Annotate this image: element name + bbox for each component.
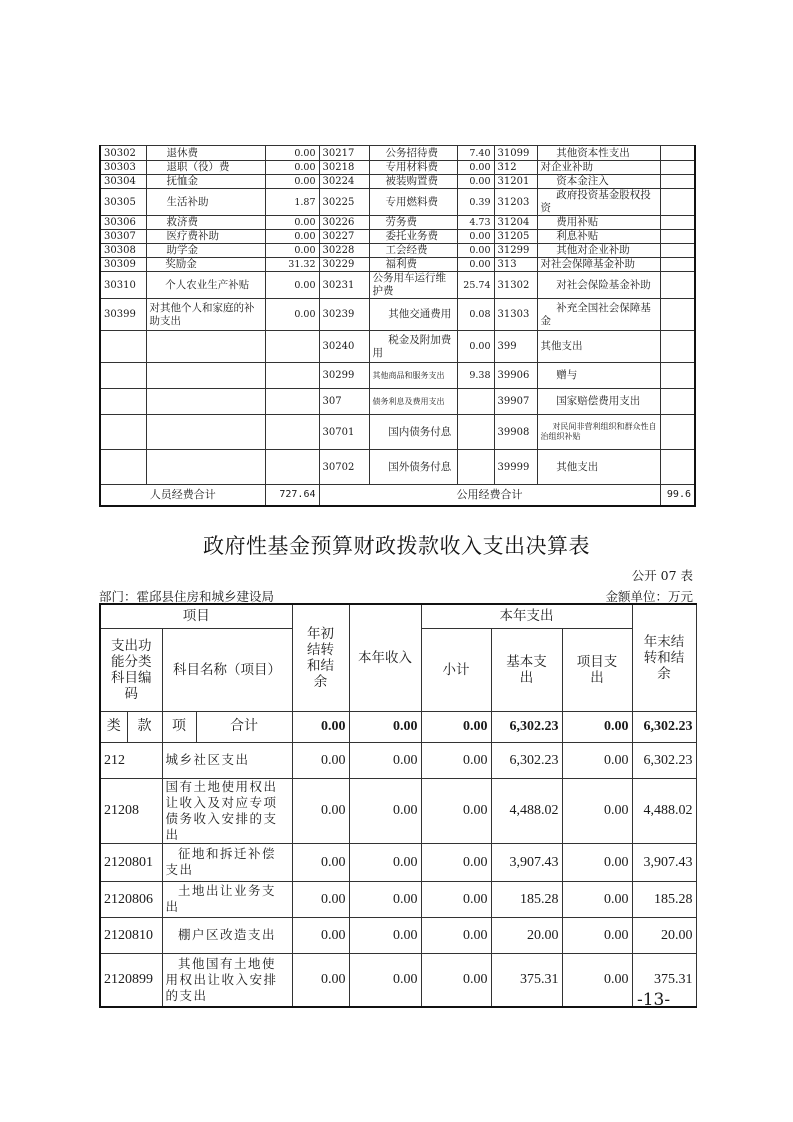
public-code: 30299 bbox=[319, 363, 369, 389]
personnel-name: 抚恤金 bbox=[146, 175, 265, 189]
table-row bbox=[100, 450, 695, 485]
row-subtotal: 0.00 bbox=[421, 742, 491, 778]
row-closing: 20.00 bbox=[632, 917, 696, 953]
public-code: 30229 bbox=[319, 258, 369, 272]
row-project: 0.00 bbox=[562, 778, 632, 843]
row-closing: 3,907.43 bbox=[632, 843, 696, 881]
capital-code: 39907 bbox=[494, 389, 537, 415]
capital-name: 资本金注入 bbox=[537, 175, 660, 189]
public-value: 0.00 bbox=[457, 161, 494, 175]
row-name: 棚户区改造支出 bbox=[162, 917, 292, 953]
capital-value bbox=[660, 299, 695, 331]
total-basic: 6,302.23 bbox=[491, 711, 562, 742]
row-code: 2120806 bbox=[100, 881, 162, 917]
total-project: 0.00 bbox=[562, 711, 632, 742]
public-name: 工会经费 bbox=[369, 244, 457, 258]
row-opening: 0.00 bbox=[292, 742, 349, 778]
total-closing: 6,302.23 bbox=[632, 711, 696, 742]
public-value: 25.74 bbox=[457, 272, 494, 299]
capital-code: 31204 bbox=[494, 216, 537, 230]
public-value: 0.00 bbox=[457, 175, 494, 189]
personnel-value: 1.87 bbox=[265, 189, 319, 216]
row-project: 0.00 bbox=[562, 881, 632, 917]
public-name: 公务招待费 bbox=[369, 146, 457, 161]
table-row bbox=[100, 175, 695, 189]
public-code: 30239 bbox=[319, 299, 369, 331]
public-code: 30217 bbox=[319, 146, 369, 161]
personnel-name: 医疗费补助 bbox=[146, 230, 265, 244]
public-code: 30218 bbox=[319, 161, 369, 175]
capital-name: 国家赔偿费用支出 bbox=[537, 389, 660, 415]
capital-code: 39906 bbox=[494, 363, 537, 389]
table-row bbox=[100, 778, 696, 843]
row-income: 0.00 bbox=[349, 742, 421, 778]
row-basic: 375.31 bbox=[491, 953, 562, 1007]
public-code: 30702 bbox=[319, 450, 369, 485]
public-name: 国内债务付息 bbox=[369, 415, 457, 450]
public-value: 0.08 bbox=[457, 299, 494, 331]
table-number: 公开 07 表 bbox=[631, 568, 693, 583]
capital-value bbox=[660, 216, 695, 230]
personnel-code bbox=[100, 389, 146, 415]
public-code: 30227 bbox=[319, 230, 369, 244]
personnel-value: 0.00 bbox=[265, 299, 319, 331]
personnel-name: 对其他个人和家庭的补助支出 bbox=[146, 299, 265, 331]
capital-value bbox=[660, 331, 695, 363]
capital-code: 31099 bbox=[494, 146, 537, 161]
capital-name: 政府投资基金股权投资 bbox=[537, 189, 660, 216]
row-subtotal: 0.00 bbox=[421, 953, 491, 1007]
public-value: 0.39 bbox=[457, 189, 494, 216]
public-value bbox=[457, 450, 494, 485]
capital-name: 补充全国社会保障基金 bbox=[537, 299, 660, 331]
personnel-value: 0.00 bbox=[265, 175, 319, 189]
row-opening: 0.00 bbox=[292, 843, 349, 881]
table-row bbox=[100, 216, 695, 230]
table-row bbox=[100, 415, 695, 450]
row-code: 212 bbox=[100, 742, 162, 778]
header-name: 科目名称（项目） bbox=[162, 628, 292, 711]
table-row bbox=[100, 189, 695, 216]
personnel-name bbox=[146, 450, 265, 485]
public-code: 30240 bbox=[319, 331, 369, 363]
header-income: 本年收入 bbox=[349, 604, 421, 711]
table-row bbox=[100, 389, 695, 415]
personnel-code: 30305 bbox=[100, 189, 146, 216]
header-xiang: 项 bbox=[162, 711, 196, 742]
capital-name: 对民间非营利组织和群众性自治组织补贴 bbox=[537, 415, 660, 450]
row-name: 土地出让业务支出 bbox=[162, 881, 292, 917]
capital-code: 399 bbox=[494, 331, 537, 363]
row-name: 城乡社区支出 bbox=[162, 742, 292, 778]
personnel-code: 30304 bbox=[100, 175, 146, 189]
capital-name: 其他支出 bbox=[537, 331, 660, 363]
header-total: 合计 bbox=[196, 711, 292, 742]
expense-classification-table bbox=[99, 145, 696, 507]
capital-name: 费用补贴 bbox=[537, 216, 660, 230]
personnel-code: 30307 bbox=[100, 230, 146, 244]
personnel-name: 奖励金 bbox=[146, 258, 265, 272]
row-opening: 0.00 bbox=[292, 778, 349, 843]
personnel-value: 0.00 bbox=[265, 161, 319, 175]
public-value: 7.40 bbox=[457, 146, 494, 161]
public-total-label: 公用经费合计 bbox=[319, 485, 660, 506]
public-name: 专用材料费 bbox=[369, 161, 457, 175]
row-name: 其他国有土地使用权出让收入安排的支出 bbox=[162, 953, 292, 1007]
capital-name: 对社会保险基金补助 bbox=[537, 272, 660, 299]
capital-value bbox=[660, 389, 695, 415]
capital-code: 31203 bbox=[494, 189, 537, 216]
personnel-name: 个人农业生产补贴 bbox=[146, 272, 265, 299]
header-expense: 本年支出 bbox=[421, 604, 632, 628]
personnel-code bbox=[100, 331, 146, 363]
total-income: 0.00 bbox=[349, 711, 421, 742]
row-subtotal: 0.00 bbox=[421, 843, 491, 881]
personnel-name: 助学金 bbox=[146, 244, 265, 258]
page-number: -13- bbox=[637, 990, 671, 1010]
personnel-name: 退休费 bbox=[146, 146, 265, 161]
public-code: 307 bbox=[319, 389, 369, 415]
government-fund-table bbox=[99, 603, 697, 1008]
capital-name: 对企业补助 bbox=[537, 161, 660, 175]
row-basic: 4,488.02 bbox=[491, 778, 562, 843]
personnel-name bbox=[146, 363, 265, 389]
personnel-value bbox=[265, 389, 319, 415]
table-row bbox=[100, 331, 695, 363]
capital-value bbox=[660, 415, 695, 450]
personnel-code: 30306 bbox=[100, 216, 146, 230]
row-basic: 6,302.23 bbox=[491, 742, 562, 778]
public-code: 30225 bbox=[319, 189, 369, 216]
public-name: 债务利息及费用支出 bbox=[369, 389, 457, 415]
row-basic: 185.28 bbox=[491, 881, 562, 917]
personnel-value: 0.00 bbox=[265, 244, 319, 258]
total-row bbox=[100, 711, 696, 742]
public-name: 委托业务费 bbox=[369, 230, 457, 244]
public-value: 0.00 bbox=[457, 244, 494, 258]
public-name: 其他交通费用 bbox=[369, 299, 457, 331]
capital-code: 39908 bbox=[494, 415, 537, 450]
row-closing: 4,488.02 bbox=[632, 778, 696, 843]
table-row bbox=[100, 244, 695, 258]
table-row bbox=[100, 917, 696, 953]
public-value bbox=[457, 389, 494, 415]
capital-value bbox=[660, 175, 695, 189]
public-name: 公务用车运行维护费 bbox=[369, 272, 457, 299]
table-row bbox=[100, 146, 695, 161]
table-row bbox=[100, 953, 696, 1007]
public-name: 国外债务付息 bbox=[369, 450, 457, 485]
table-row bbox=[100, 230, 695, 244]
public-name: 劳务费 bbox=[369, 216, 457, 230]
header-lei: 类 bbox=[100, 711, 127, 742]
capital-value bbox=[660, 244, 695, 258]
row-income: 0.00 bbox=[349, 953, 421, 1007]
row-closing: 185.28 bbox=[632, 881, 696, 917]
capital-code: 31302 bbox=[494, 272, 537, 299]
table-row bbox=[100, 843, 696, 881]
row-opening: 0.00 bbox=[292, 953, 349, 1007]
header-closing-balance: 年末结转和结余 bbox=[632, 604, 696, 711]
row-subtotal: 0.00 bbox=[421, 917, 491, 953]
personnel-total-value: 727.64 bbox=[265, 485, 319, 506]
row-subtotal: 0.00 bbox=[421, 881, 491, 917]
personnel-value: 0.00 bbox=[265, 146, 319, 161]
row-code: 2120899 bbox=[100, 953, 162, 1007]
row-name: 征地和拆迁补偿支出 bbox=[162, 843, 292, 881]
personnel-name bbox=[146, 415, 265, 450]
public-value bbox=[457, 415, 494, 450]
capital-value bbox=[660, 189, 695, 216]
personnel-name: 退职（役）费 bbox=[146, 161, 265, 175]
personnel-code: 30399 bbox=[100, 299, 146, 331]
personnel-total-label: 人员经费合计 bbox=[100, 485, 265, 506]
capital-name: 利息补贴 bbox=[537, 230, 660, 244]
row-code: 2120810 bbox=[100, 917, 162, 953]
row-project: 0.00 bbox=[562, 742, 632, 778]
row-income: 0.00 bbox=[349, 881, 421, 917]
public-code: 30228 bbox=[319, 244, 369, 258]
capital-value bbox=[660, 161, 695, 175]
table-row bbox=[100, 258, 695, 272]
public-value: 4.73 bbox=[457, 216, 494, 230]
header-subtotal: 小计 bbox=[421, 628, 491, 711]
capital-value bbox=[660, 450, 695, 485]
personnel-code: 30303 bbox=[100, 161, 146, 175]
total-opening: 0.00 bbox=[292, 711, 349, 742]
row-project: 0.00 bbox=[562, 843, 632, 881]
personnel-code bbox=[100, 363, 146, 389]
public-code: 30701 bbox=[319, 415, 369, 450]
personnel-value: 31.32 bbox=[265, 258, 319, 272]
header-kuan: 款 bbox=[127, 711, 162, 742]
table-row bbox=[100, 742, 696, 778]
capital-code: 31201 bbox=[494, 175, 537, 189]
personnel-value bbox=[265, 415, 319, 450]
personnel-code bbox=[100, 415, 146, 450]
row-income: 0.00 bbox=[349, 843, 421, 881]
public-value: 0.00 bbox=[457, 230, 494, 244]
row-project: 0.00 bbox=[562, 953, 632, 1007]
personnel-name: 救济费 bbox=[146, 216, 265, 230]
public-total-value: 99.6 bbox=[660, 485, 695, 506]
public-name: 被装购置费 bbox=[369, 175, 457, 189]
row-basic: 3,907.43 bbox=[491, 843, 562, 881]
public-name: 福利费 bbox=[369, 258, 457, 272]
capital-value bbox=[660, 258, 695, 272]
capital-value bbox=[660, 363, 695, 389]
header-code: 支出功能分类科目编码 bbox=[100, 628, 162, 711]
personnel-value bbox=[265, 331, 319, 363]
personnel-code: 30308 bbox=[100, 244, 146, 258]
totals-row bbox=[100, 485, 695, 506]
public-value: 0.00 bbox=[457, 258, 494, 272]
row-income: 0.00 bbox=[349, 778, 421, 843]
public-code: 30226 bbox=[319, 216, 369, 230]
personnel-code bbox=[100, 450, 146, 485]
capital-value bbox=[660, 146, 695, 161]
capital-value bbox=[660, 230, 695, 244]
public-name: 专用燃料费 bbox=[369, 189, 457, 216]
personnel-name: 生活补助 bbox=[146, 189, 265, 216]
row-closing: 375.31 bbox=[632, 953, 696, 1007]
row-basic: 20.00 bbox=[491, 917, 562, 953]
personnel-name bbox=[146, 389, 265, 415]
personnel-value: 0.00 bbox=[265, 230, 319, 244]
personnel-value: 0.00 bbox=[265, 272, 319, 299]
row-subtotal: 0.00 bbox=[421, 778, 491, 843]
table-row bbox=[100, 161, 695, 175]
public-code: 30224 bbox=[319, 175, 369, 189]
personnel-code: 30310 bbox=[100, 272, 146, 299]
row-code: 21208 bbox=[100, 778, 162, 843]
header-basic: 基本支出 bbox=[491, 628, 562, 711]
row-project: 0.00 bbox=[562, 917, 632, 953]
capital-name: 对社会保障基金补助 bbox=[537, 258, 660, 272]
department-label: 部门：霍邱县住房和城乡建设局 bbox=[99, 589, 275, 604]
row-opening: 0.00 bbox=[292, 881, 349, 917]
table-row bbox=[100, 881, 696, 917]
personnel-value bbox=[265, 450, 319, 485]
table-row bbox=[100, 272, 695, 299]
page-title: 政府性基金预算财政拨款收入支出决算表 bbox=[203, 534, 590, 558]
personnel-code: 30302 bbox=[100, 146, 146, 161]
header-item: 项目 bbox=[100, 604, 292, 628]
public-name: 其他商品和服务支出 bbox=[369, 363, 457, 389]
capital-code: 31303 bbox=[494, 299, 537, 331]
header-opening-balance: 年初结转和结余 bbox=[292, 604, 349, 711]
table-row bbox=[100, 363, 695, 389]
capital-code: 31205 bbox=[494, 230, 537, 244]
capital-name: 其他支出 bbox=[537, 450, 660, 485]
personnel-name bbox=[146, 331, 265, 363]
capital-name: 其他资本性支出 bbox=[537, 146, 660, 161]
row-name: 国有土地使用权出让收入及对应专项债务收入安排的支出 bbox=[162, 778, 292, 843]
public-value: 0.00 bbox=[457, 331, 494, 363]
personnel-value bbox=[265, 363, 319, 389]
public-code: 30231 bbox=[319, 272, 369, 299]
row-opening: 0.00 bbox=[292, 917, 349, 953]
capital-name: 赠与 bbox=[537, 363, 660, 389]
capital-code: 39999 bbox=[494, 450, 537, 485]
row-closing: 6,302.23 bbox=[632, 742, 696, 778]
personnel-code: 30309 bbox=[100, 258, 146, 272]
public-value: 9.38 bbox=[457, 363, 494, 389]
row-income: 0.00 bbox=[349, 917, 421, 953]
public-name: 税金及附加费用 bbox=[369, 331, 457, 363]
row-code: 2120801 bbox=[100, 843, 162, 881]
personnel-value: 0.00 bbox=[265, 216, 319, 230]
table-row bbox=[100, 299, 695, 331]
capital-name: 其他对企业补助 bbox=[537, 244, 660, 258]
header-project: 项目支出 bbox=[562, 628, 632, 711]
capital-value bbox=[660, 272, 695, 299]
unit-label: 金额单位：万元 bbox=[605, 589, 693, 604]
capital-code: 313 bbox=[494, 258, 537, 272]
capital-code: 312 bbox=[494, 161, 537, 175]
total-subtotal: 0.00 bbox=[421, 711, 491, 742]
capital-code: 31299 bbox=[494, 244, 537, 258]
